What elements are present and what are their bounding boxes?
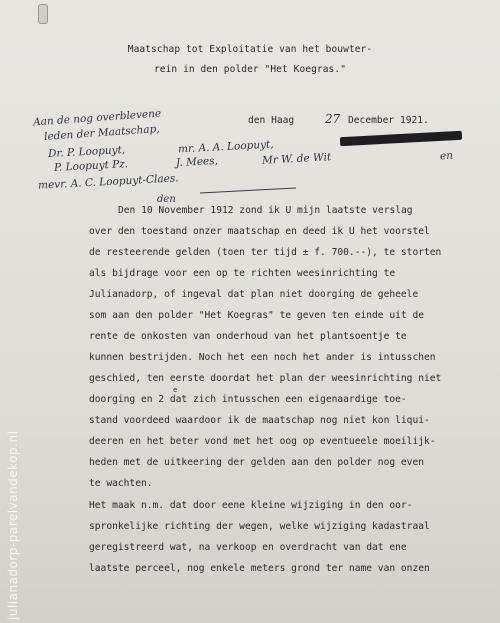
body-line-15: Het maak n.m. dat door eene kleine wijziging in den oor- <box>89 500 413 511</box>
body-line-1: Den 10 November 1912 zond ik U mijn laatste verslag <box>118 205 413 216</box>
addressee-line-3b: mr. A. A. Loopuyt, <box>177 138 274 156</box>
date-month-year: December 1921. <box>348 115 429 126</box>
body-line-12: deeren en het beter vond met het oog op eventueele moeilijk- <box>89 436 436 447</box>
inserted-word: den <box>157 194 176 205</box>
addressee-line-5: mevr. A. C. Loopuyt-Claes. <box>37 172 179 192</box>
addressee-line-4d: en <box>439 149 454 163</box>
body-line-3: de resteerende gelden (toen ter tijd ± f. 700.--), te storten <box>89 247 442 258</box>
body-line-7: rente de onkosten van onderhoud van het plantsoentje te <box>89 331 407 342</box>
punch-hole <box>38 4 48 24</box>
addressee-line-4a: P. Loopuyt Pz. <box>53 158 129 174</box>
watermark-text: julianadorp-parelvandekop.nl <box>6 430 20 620</box>
body-line-10: doorging en 2 dat zich intusschen een eigenaardige toe- <box>89 394 407 405</box>
date-day: 27 <box>325 112 341 126</box>
body-line-2: over den toestand onzer maatschap en deed ik U het voorstel <box>89 226 430 237</box>
body-line-13: heden met de uitkeering der gelden aan den polder nog even <box>89 457 425 468</box>
handwritten-underline <box>200 187 296 193</box>
superscript-e: e <box>173 386 178 394</box>
body-line-11: stand voordeed waardoor ik de maatschap nog niet kon liqui- <box>89 415 430 426</box>
addressee-line-4c: Mr W. de Wit <box>261 151 332 167</box>
body-line-14: te wachten. <box>89 478 153 489</box>
addressee-line-1: Aan de nog overblevene <box>32 107 162 129</box>
addressee-line-4b: J. Mees, <box>175 154 219 170</box>
body-line-9: geschied, ten eerste doordat het plan der weesinrichting niet <box>89 373 442 384</box>
addressee-line-2: leden der Maatschap, <box>43 122 161 144</box>
body-line-8: kunnen bestrijden. Noch het een noch het ander is intusschen <box>89 352 436 363</box>
heading-line-1: Maatschap tot Exploitatie van het bouwter- <box>127 44 373 55</box>
watermark <box>0 0 18 623</box>
body-line-4: als bijdrage voor een op te richten weesinrichting te <box>89 268 396 279</box>
addressee-line-3a: Dr. P. Loopuyt, <box>47 143 126 161</box>
body-line-18: laatste perceel, nog enkele meters grond ter name van onzen <box>89 563 430 574</box>
body-line-16: spronkelijke richting der wegen, welke wijziging kadastraal <box>89 521 430 532</box>
date-place: den Haag <box>248 115 295 126</box>
body-line-6: som aan den polder "Het Koegras" te geven ten einde uit de <box>89 310 425 321</box>
redaction-mark <box>340 131 462 146</box>
body-line-5: Julianadorp, of ingeval dat plan niet doorging de geheele <box>89 289 419 300</box>
body-line-17: geregistreerd wat, na verkoop en overdracht van dat ene <box>89 542 407 553</box>
heading-line-2: rein in den polder "Het Koegras." <box>153 64 347 75</box>
